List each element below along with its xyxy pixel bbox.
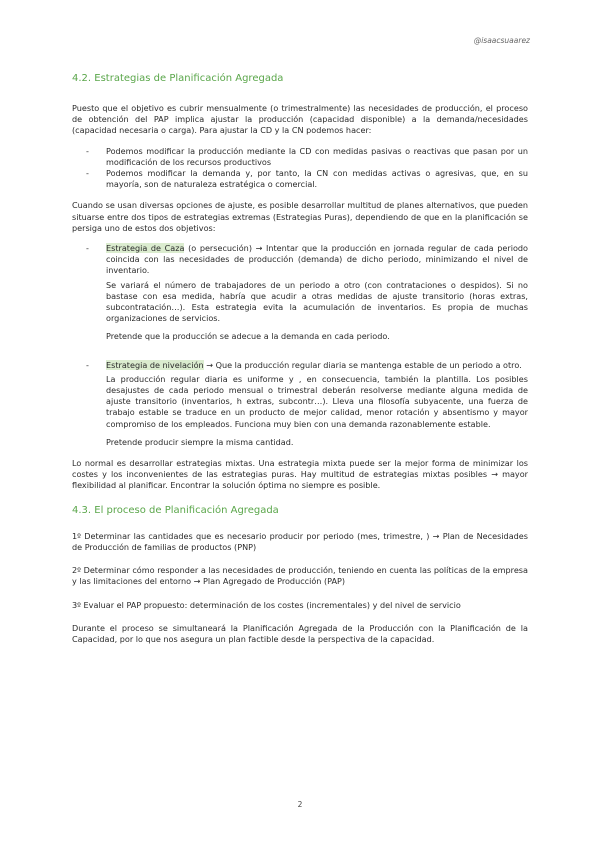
page-number: 2 [297,800,303,809]
adjustment-list [72,146,528,191]
section-title-4-3: 4.3. El proceso de Planificación Agregada [72,504,279,516]
strategy-aim: Pretende producir siempre la misma cantidad. [106,436,294,447]
strategies-paragraph: Cuando se usan diversas opciones de ajuste, es posible desarrollar multitud de planes alternativos, que pueden situarse entre dos tipos de estrategias extremas (Estrategias Puras), dependiendo de que en la planificación se persiga uno de estos dos objetivos: [72,200,528,233]
process-closing-paragraph: Durante el proceso se simultaneará la Planificación Agregada de la Producción con la Planificación de la Capacidad, por lo que nos asegura un plan factible desde la perspectiva de la capacidad. [72,622,528,644]
mixed-strategies-paragraph: Lo normal es desarrollar estrategias mixtas. Una estrategia mixta puede ser la mejor forma de minimizar los costes y los inconvenientes de las estrategias puras. Hay multitud de estrategias mixtas posibles → mayor flexibilidad al planificar. Encontrar la solución óptima no siempre es posible. [72,458,528,491]
process-step: 2º Determinar cómo responder a las necesidades de producción, teniendo en cuenta las políticas de la empresa y las limitaciones del entorno → Plan Agregado de Producción (PAP) [72,565,528,587]
strategy-name-highlight: Estrategia de nivelación [106,359,204,370]
section-title-4-2: 4.2. Estrategias de Planificación Agregada [72,73,284,84]
process-step: 1º Determinar las cantidades que es necesario producir por periodo (mes, trimestre, ) → Plan de Necesidades de Producción de familias de productos (PNP) [72,530,528,552]
strategy-aim: Pretende que la producción se adecue a la demanda en cada periodo. [106,331,390,342]
strategy-item-caza [72,243,528,360]
process-step: 3º Evaluar el PAP propuesto: determinación de los costes (incrementales) y del nivel de servicio [72,599,461,610]
list-item: - Podemos modificar la producción mediante la CD con medidas pasivas o reactivas que pasan por un modificación de los recursos productivos [72,146,528,168]
page-content [72,72,528,654]
strategy-lead: (o persecución) → Intentar que la producción en jornada regular de cada periodo coincida con las necesidades de producción (demanda) de dicho periodo, minimizando el nivel de inventario. [106,243,528,276]
strategy-detail: La producción regular diaria es uniforme y , en consecuencia, también la plantilla. Los posibles desajustes de cada periodo mensual o trimestral deberán resolverse mediante alguna medida de ajuste transitorio (inventarios, h extras, subcontr…). Lleva una filosofía subyacente, una fuerza de trabajo estable se traduce en un producto de mejor calidad, menor rotación y absentismo y mayor compromiso de los empleados. Funciona muy bien con una demanda razonablemente estable. [106,373,528,429]
strategy-detail: Se variará el número de trabajadores de un periodo a otro (con contrataciones o despidos). Si no bastase con esa medida, habría que acudir a otras medidas de ajuste transitorio (horas extras, subcontratación…). Esta estrategia evita la acumulación de inventarios. Es propia de muchas organizaciones de servicios. [106,279,528,324]
strategies-list [72,243,528,448]
strategy-lead: → Que la producción regular diaria se mantenga estable de un periodo a otro. [203,359,522,370]
author-handle: @isaacsuaarez [473,36,530,45]
list-item: - Podemos modificar la demanda y, por tanto, la CN con medidas activas o agresivas, que, en su mayoría, son de naturaleza estratégica o comercial. [72,168,528,190]
strategy-name-highlight: Estrategia de Caza [106,243,185,254]
intro-paragraph: Puesto que el objetivo es cubrir mensualmente (o trimestralmente) las necesidades de producción, el proceso de obtención del PAP implica ajustar la producción (capacidad disponible) a la demanda/necesidades (capacidad necesaria o carga). Para ajustar la CD y la CN podemos hacer: [72,103,528,136]
strategy-item-nivelacion [72,360,528,448]
